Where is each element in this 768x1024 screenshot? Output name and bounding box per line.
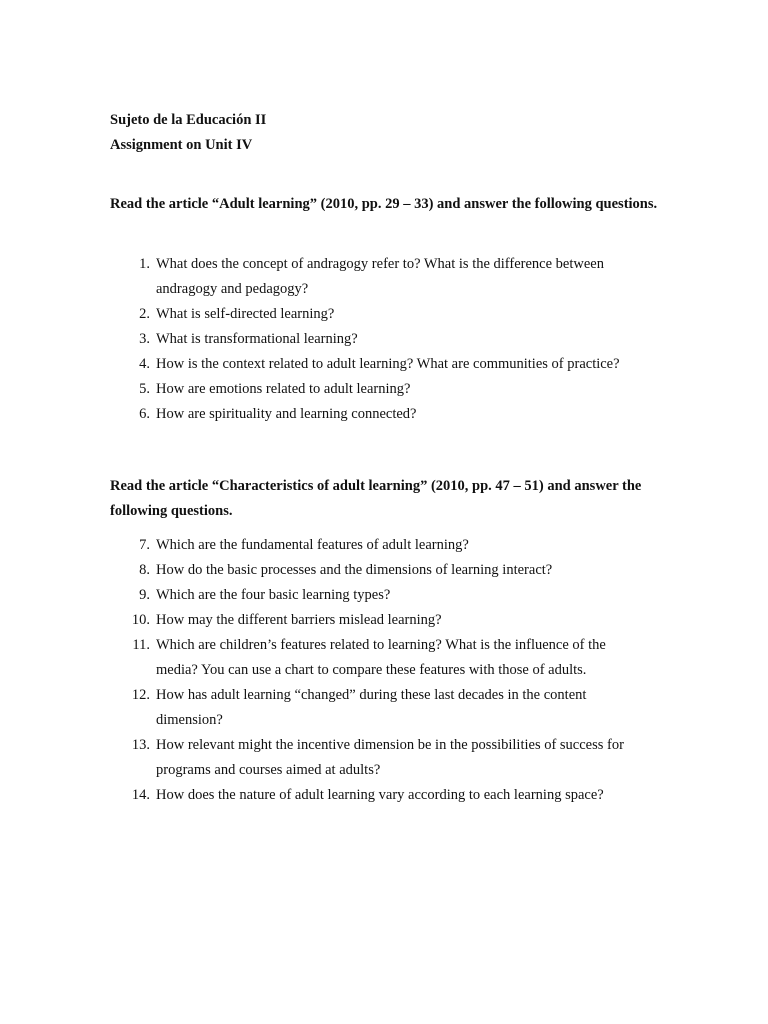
question-item	[110, 583, 690, 608]
question-number: 4.	[139, 356, 150, 372]
question-text: What is self-directed learning?	[156, 306, 335, 322]
question-item	[110, 352, 690, 377]
question-number: 11.	[132, 637, 150, 653]
question-text: How are emotions related to adult learning?	[156, 381, 411, 397]
question-item	[110, 252, 690, 302]
question-text: Which are the four basic learning types?	[156, 587, 391, 603]
question-text: How is the context related to adult learning? What are communities of practice?	[156, 356, 620, 372]
question-item	[110, 533, 690, 558]
question-number: 8.	[139, 562, 150, 578]
question-number: 14.	[131, 787, 150, 803]
question-number: 12.	[131, 687, 150, 703]
question-item	[110, 633, 690, 683]
question-number: 2.	[139, 306, 150, 322]
question-number: 1.	[139, 256, 150, 272]
question-item	[110, 608, 690, 633]
question-item	[110, 683, 690, 733]
question-text: How has adult learning “changed” during these last decades in the content dimension?	[156, 687, 587, 728]
question-number: 5.	[139, 381, 150, 397]
question-text: How do the basic processes and the dimensions of learning interact?	[156, 562, 553, 578]
question-text: How does the nature of adult learning vary according to each learning space?	[156, 787, 604, 803]
question-number: 10.	[131, 612, 150, 628]
question-text: How are spirituality and learning connected?	[156, 406, 417, 422]
question-text: What does the concept of andragogy refer to? What is the difference between andragogy and pedagogy?	[156, 256, 604, 297]
section-1-instruction: Read the article “Adult learning” (2010, pp. 29 – 33) and answer the following questions.	[110, 196, 658, 212]
question-text: How may the different barriers mislead learning?	[156, 612, 442, 628]
question-text: Which are children’s features related to learning? What is the influence of the media? You can use a chart to compare these features with those of adults.	[156, 637, 606, 678]
question-item	[110, 733, 690, 783]
question-item	[110, 558, 690, 583]
section-2-instruction: Read the article “Characteristics of adult learning” (2010, pp. 47 – 51) and answer the following questions.	[110, 478, 642, 519]
question-number: 13.	[131, 737, 150, 753]
question-item	[110, 327, 690, 352]
question-text: How relevant might the incentive dimension be in the possibilities of success for programs and courses aimed at adults?	[156, 737, 624, 778]
question-text: What is transformational learning?	[156, 331, 358, 347]
assignment-title: Assignment on Unit IV	[110, 137, 253, 153]
question-item	[110, 402, 690, 427]
question-item	[110, 377, 690, 402]
question-number: 3.	[139, 331, 150, 347]
section-2-question-list	[110, 533, 690, 808]
course-title: Sujeto de la Educación II	[110, 112, 267, 128]
question-number: 6.	[139, 406, 150, 422]
section-1-question-list	[110, 252, 690, 427]
question-number: 9.	[139, 587, 150, 603]
question-item	[110, 783, 690, 808]
question-text: Which are the fundamental features of adult learning?	[156, 537, 469, 553]
question-number: 7.	[139, 537, 150, 553]
question-item	[110, 302, 690, 327]
